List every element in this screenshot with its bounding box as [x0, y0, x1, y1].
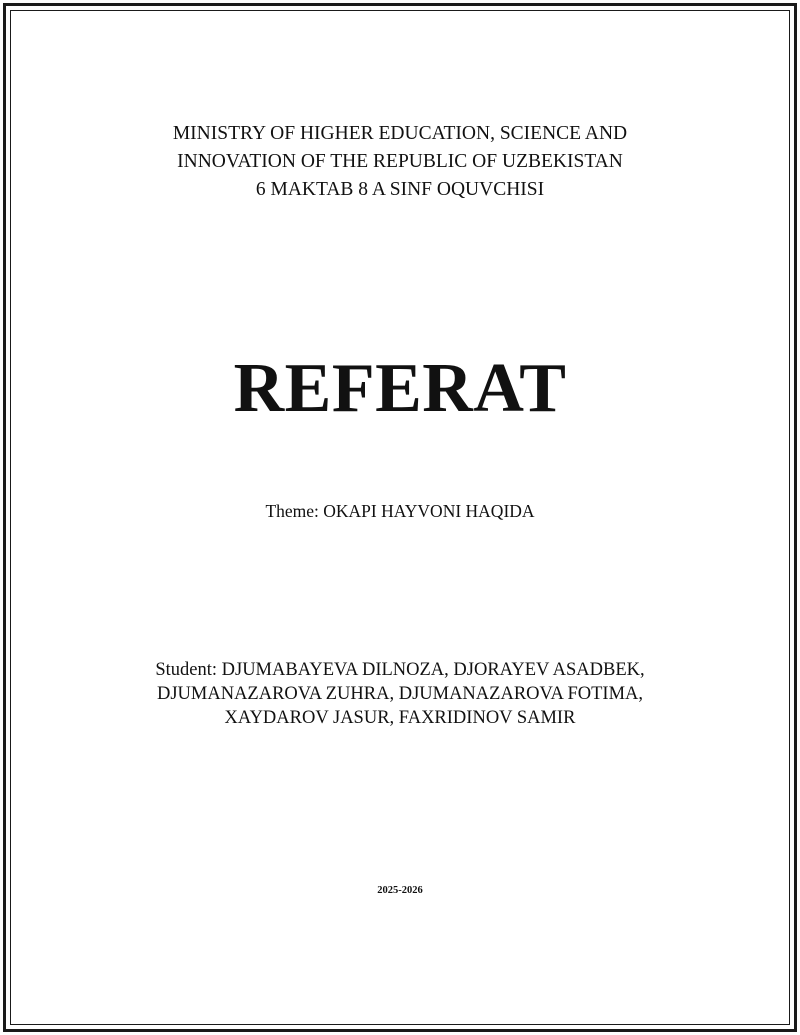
ministry-line-1: MINISTRY OF HIGHER EDUCATION, SCIENCE AND [172, 123, 628, 144]
student-line-3: XAYDAROV JASUR, FAXRIDINOV SAMIR [224, 708, 576, 728]
ministry-line-2: INNOVATION OF THE REPUBLIC OF UZBEKISTAN [177, 151, 623, 172]
academic-year: 2025-2026 [377, 885, 423, 896]
student-line-2: DJUMANAZAROVA ZUHRA, DJUMANAZAROVA FOTIMA, [156, 684, 643, 704]
theme-line: Theme: OKAPI HAYVONI HAQIDA [265, 501, 535, 521]
school-class-line: 6 MAKTAB 8 A SINF OQUVCHISI [255, 179, 545, 200]
student-line-1: Student: DJUMABAYEVA DILNOZA, DJORAYEV ASADBEK, [155, 660, 645, 680]
document-title: REFERAT [233, 350, 567, 427]
